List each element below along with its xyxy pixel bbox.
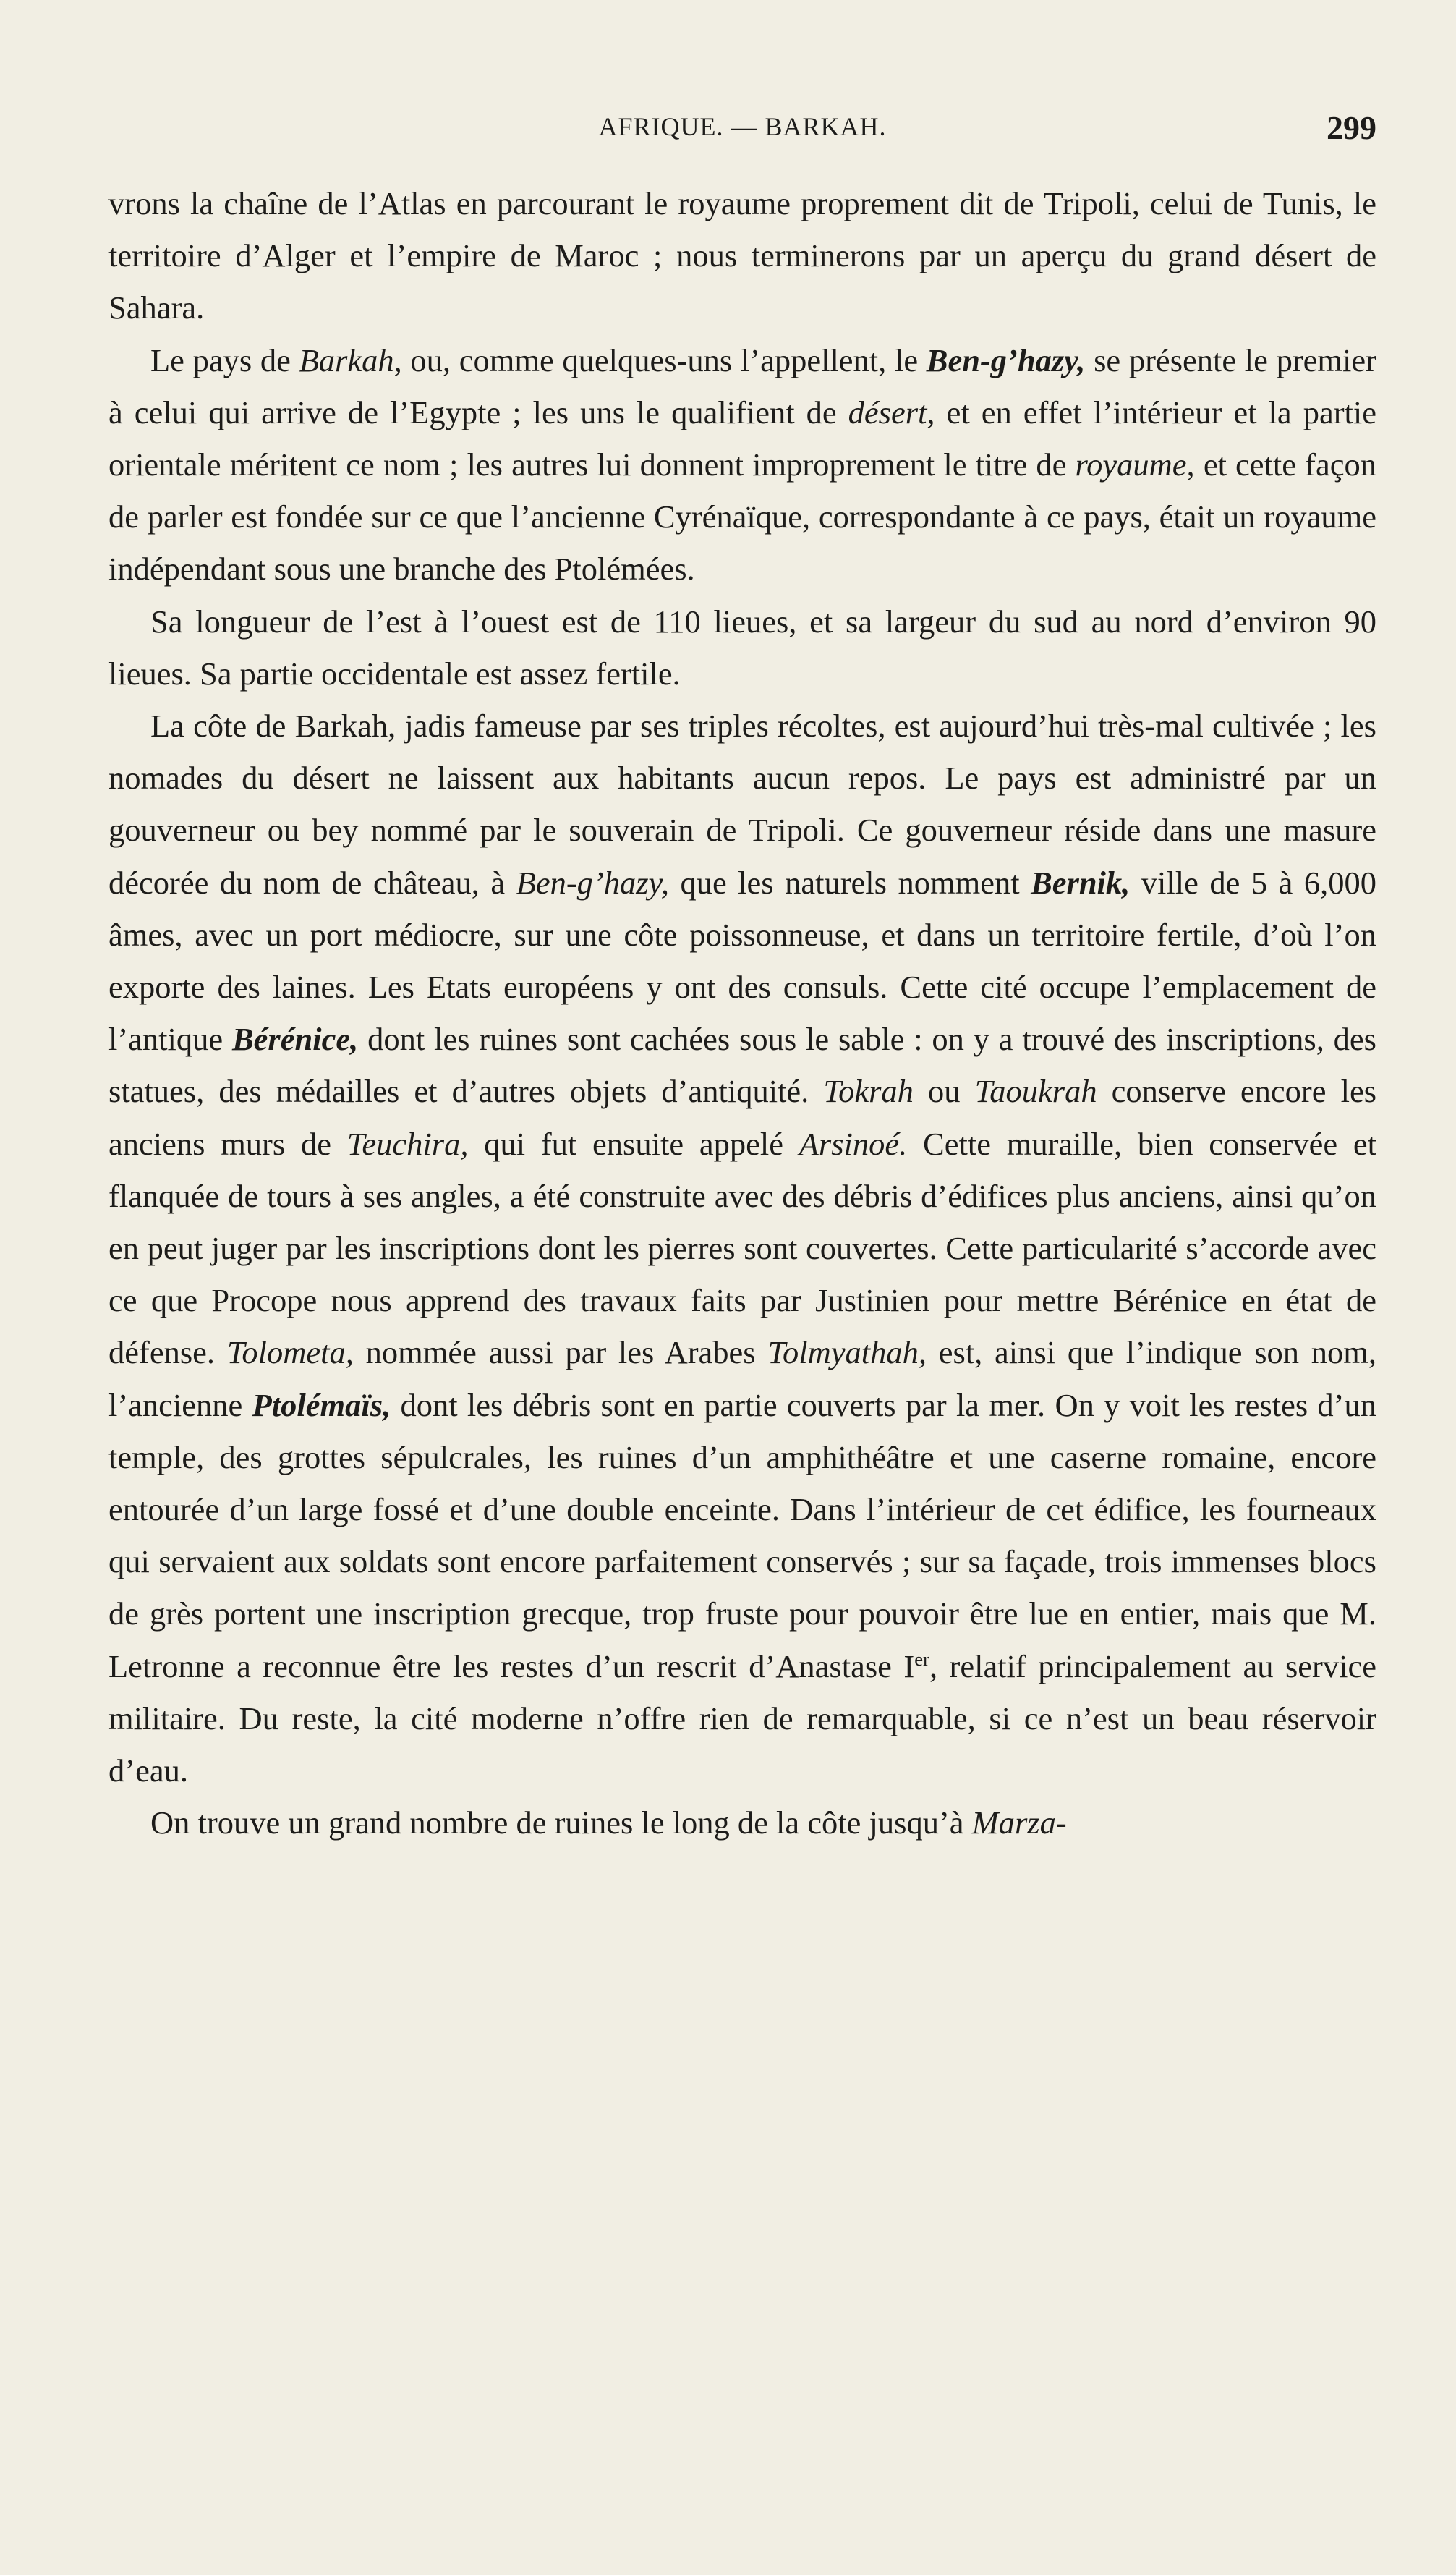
paragraph-2 xyxy=(108,334,1376,595)
italic-term: Tolmyathah, xyxy=(767,1334,927,1371)
italic-term: Ptolémaïs, xyxy=(252,1386,391,1423)
paragraph-5 xyxy=(108,1796,1376,1849)
text-run: conserve encore les anciens murs de xyxy=(108,1073,1377,1162)
text-run: Cette muraille, bien conservée et flanquée de tours à ses angles, a été construite avec des débris d’édifices plus anciens, ainsi qu’on en peut juger par les inscriptions dont les pierres sont couvertes. Cette particularité s’accorde avec ce que Procope nous apprend des travaux faits par Justinien pour mettre Bérénice en état de défense. xyxy=(108,1125,1377,1371)
paragraph-3 xyxy=(108,595,1376,700)
text-run: dont les débris sont en partie couverts par la mer. On y voit les restes d’un temple, des grottes sépulcrales, les ruines d’un amphithéâtre et une caserne romaine, encore entourée d’un large fossé et d’une double enceinte. Dans l’intérieur de cet édifice, les fourneaux qui servaient aux soldats sont encore parfaitement conservés ; sur sa façade, trois immenses blocs de grès portent une inscription grecque, trop fruste pour pouvoir être lue en entier, mais que M. Letronne a reconnue être les restes d’un rescrit d’Anastase I xyxy=(108,1386,1376,1684)
text-run: vrons la chaîne de l’Atlas en parcourant le royaume proprement dit de Tripoli, celui de Tunis, le territoire d’Alger et l’empire de Maroc ; nous terminerons par un aperçu du grand désert de Sahara. xyxy=(108,185,1376,326)
italic-term: désert, xyxy=(848,394,935,430)
italic-term: Marza- xyxy=(971,1804,1067,1841)
text-run: et cette façon de parler est fondée sur ce que l’ancienne Cyrénaïque, correspondante à ce pays, était un royaume indépendant sous une branche des Ptolémées. xyxy=(108,446,1376,587)
italic-term: Ben-g’hazy, xyxy=(926,342,1086,378)
text-run: se présente le premier à celui qui arrive de l’Egypte ; les uns le qualifient de xyxy=(108,342,1376,430)
italic-term: Arsinoé. xyxy=(799,1125,908,1162)
body-text xyxy=(108,177,1376,1849)
text-run: nommée aussi par les Arabes xyxy=(353,1334,768,1371)
italic-term: Barkah, xyxy=(299,342,402,378)
italic-term: Taoukrah xyxy=(974,1073,1097,1110)
italic-term: Tolometa, xyxy=(226,1334,354,1371)
paragraph-1 xyxy=(108,177,1376,334)
running-title: AFRIQUE. — BARKAH. xyxy=(598,112,887,141)
text-run: ou xyxy=(913,1073,975,1110)
italic-term: Tokrah xyxy=(823,1073,914,1110)
text-run: On trouve un grand nombre de ruines le long de la côte jusqu’à xyxy=(150,1804,972,1841)
text-run: ville de 5 à 6,000 âmes, avec un port médiocre, sur une côte poissonneuse, et dans un territoire fertile, d’où l’on exporte des laines. Les Etats européens y ont des consuls. Cette cité occupe l’emplacement de l’antique xyxy=(108,864,1376,1058)
text-run: Le pays de xyxy=(150,342,299,378)
text-run: qui fut ensuite appelé xyxy=(468,1125,799,1162)
italic-term: Ben-g’hazy, xyxy=(516,864,669,901)
italic-term: Bérénice, xyxy=(232,1021,359,1058)
superscript: er xyxy=(914,1647,929,1670)
text-run: La côte de Barkah, jadis fameuse par ses triples récoltes, est aujourd’hui très-mal cultivée ; les nomades du désert ne laissent aux habitants aucun repos. Le pays est administré par un gouverneur ou bey nommé par le souverain de Tripoli. Ce gouverneur réside dans une masure décorée du nom de château, à xyxy=(108,708,1376,901)
paragraph-4 xyxy=(108,700,1376,1796)
text-run: que les naturels nomment xyxy=(668,864,1031,901)
text-run: , relatif principalement au service militaire. Du reste, la cité moderne n’offre rien de remarquable, si ce n’est un beau réservoir d’eau. xyxy=(108,1647,1376,1789)
page-number: 299 xyxy=(1327,109,1376,146)
text-run: Sa longueur de l’est à l’ouest est de 110 lieues, et sa largeur du sud au nord d’environ 90 lieues. Sa partie occidentale est assez fertile. xyxy=(108,603,1376,692)
text-run: et en effet l’intérieur et la partie orientale méritent ce nom ; les autres lui donnent improprement le titre de xyxy=(108,394,1376,483)
italic-term: Teuchira, xyxy=(346,1125,469,1162)
text-run: ou, comme quelques-uns l’appellent, le xyxy=(401,342,927,378)
italic-term: Bernik, xyxy=(1031,864,1131,901)
text-run: dont les ruines sont cachées sous le sable : on y a trouvé des inscriptions, des statues, des médailles et d’autres objets d’antiquité. xyxy=(108,1021,1376,1110)
text-run: est, ainsi que l’indique son nom, l’ancienne xyxy=(108,1334,1376,1423)
italic-term: royaume, xyxy=(1075,446,1195,483)
page-header xyxy=(108,109,1376,159)
